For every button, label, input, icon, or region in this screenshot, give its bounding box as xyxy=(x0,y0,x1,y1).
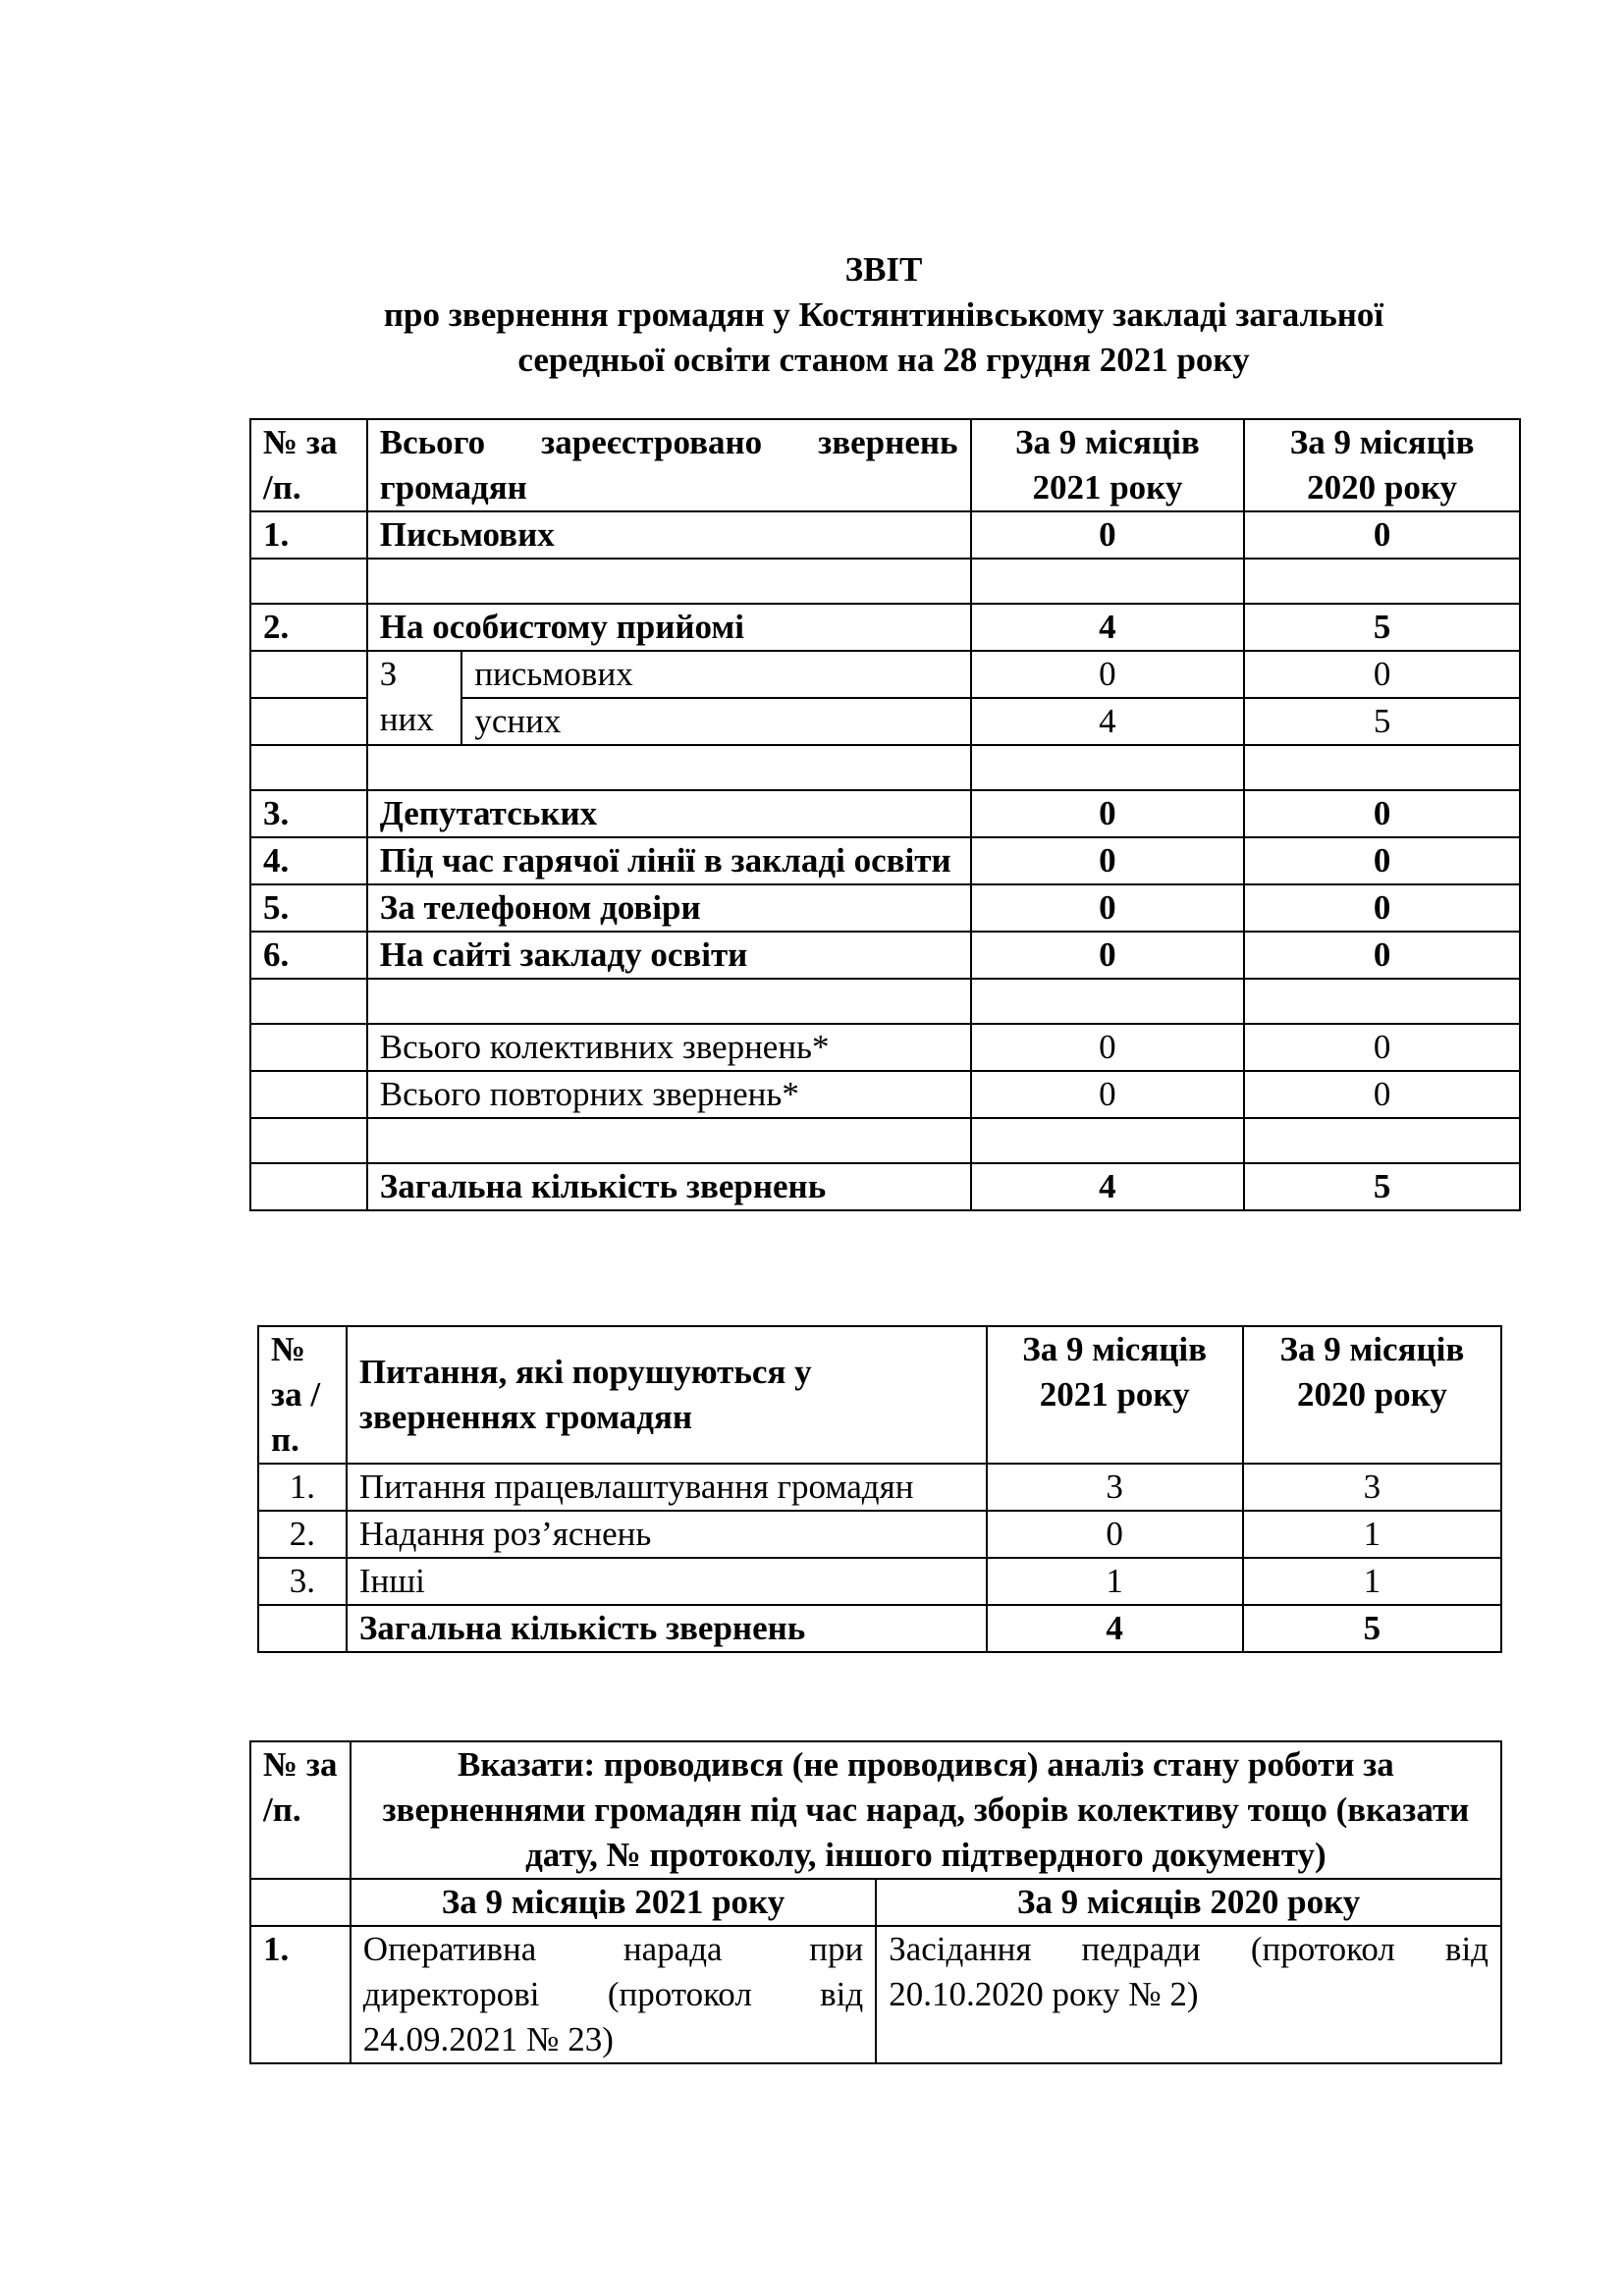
total-value-2021: 4 xyxy=(987,1605,1243,1652)
total-value-2020: 5 xyxy=(1243,1605,1501,1652)
row-label: Депутатських xyxy=(367,790,971,837)
row-value-2020: 1 xyxy=(1243,1511,1501,1558)
header-num: № за /п. xyxy=(250,1741,351,1879)
row-num: 6. xyxy=(250,932,367,979)
row-label: Надання роз’яснень xyxy=(347,1511,987,1558)
table-row xyxy=(250,790,1520,837)
empty-row xyxy=(250,745,1520,790)
row-label: За телефоном довіри xyxy=(367,884,971,932)
header-2020: За 9 місяців 2020 року xyxy=(1244,419,1520,511)
row-value-2021: 1 xyxy=(987,1558,1243,1605)
row-num: 3. xyxy=(258,1558,347,1605)
table-row xyxy=(250,932,1520,979)
header-2021: За 9 місяців 2021 року xyxy=(971,419,1245,511)
total-label: Загальна кількість звернень xyxy=(367,1163,971,1210)
row-label: Всього колективних звернень* xyxy=(367,1024,971,1071)
title-line-3: середньої освіти станом на 28 грудня 2021 року xyxy=(517,341,1250,379)
row-num: 3. xyxy=(250,790,367,837)
table-row xyxy=(258,1511,1501,1558)
of-them-label: З них xyxy=(367,651,462,745)
total-value-2021: 4 xyxy=(971,1163,1245,1210)
header-num: № за /п. xyxy=(258,1326,347,1464)
row-value-2020: 0 xyxy=(1244,651,1520,698)
table-row xyxy=(250,604,1520,651)
header-name: Вказати: проводився (не проводився) аналіз стану роботи за зверненнями громадян під час нарад, зборів колективу тощо (вказати дату, № протоколу, іншого підтвердного документу) xyxy=(351,1741,1501,1879)
table-row xyxy=(258,1558,1501,1605)
row-value-2020: 5 xyxy=(1244,604,1520,651)
row-label: Питання працевлаштування громадян xyxy=(347,1464,987,1511)
registered-appeals-table xyxy=(249,418,1521,1211)
header-name: Всього зареєстровано звернень громадян xyxy=(367,419,971,511)
row-value-2021: 0 xyxy=(971,837,1245,884)
row-value-2020: 0 xyxy=(1244,932,1520,979)
row-label: Письмових xyxy=(367,511,971,559)
title-line-2: про звернення громадян у Костянтинівському закладі загальної xyxy=(383,295,1384,334)
analysis-table xyxy=(249,1740,1502,2064)
row-label: усних xyxy=(461,698,970,745)
row-value-2020: 0 xyxy=(1244,511,1520,559)
header-name: Питання, які порушуються у зверненнях громадян xyxy=(347,1326,987,1464)
row-value-2020: 1 xyxy=(1243,1558,1501,1605)
row-value-2021: 4 xyxy=(971,698,1245,745)
row-value-2020: 0 xyxy=(1244,790,1520,837)
header-2020: За 9 місяців 2020 року xyxy=(876,1879,1501,1926)
row-label: письмових xyxy=(461,651,970,698)
table-header-row xyxy=(258,1326,1501,1464)
row-label: Інші xyxy=(347,1558,987,1605)
row-value-2021: 0 xyxy=(971,651,1245,698)
empty-row xyxy=(250,1118,1520,1163)
table-row xyxy=(250,1024,1520,1071)
row-value-2021: 0 xyxy=(971,1071,1245,1118)
table-row xyxy=(250,1071,1520,1118)
header-num: № за /п. xyxy=(250,419,367,511)
row-value-2020: 0 xyxy=(1244,884,1520,932)
row-value-2021: 0 xyxy=(971,790,1245,837)
table-row xyxy=(250,511,1520,559)
row-value-2020: Засідання педради (протокол від 20.10.2020 року № 2) xyxy=(876,1926,1501,2063)
row-num: 2. xyxy=(250,604,367,651)
table-subheader-row xyxy=(250,1879,1501,1926)
row-value-2021: 3 xyxy=(987,1464,1243,1511)
table-row xyxy=(250,651,1520,698)
row-label: На сайті закладу освіти xyxy=(367,932,971,979)
row-value-2021: 0 xyxy=(971,511,1245,559)
row-num: 2. xyxy=(258,1511,347,1558)
total-value-2020: 5 xyxy=(1244,1163,1520,1210)
table-header-row xyxy=(250,419,1520,511)
empty-row xyxy=(250,979,1520,1024)
row-label: На особистому прийомі xyxy=(367,604,971,651)
row-num: 1. xyxy=(250,1926,351,2063)
header-2021: За 9 місяців 2021 року xyxy=(987,1326,1243,1464)
table-header-row xyxy=(250,1741,1501,1879)
report-title xyxy=(245,247,1522,383)
total-row xyxy=(250,1163,1520,1210)
row-value-2020: 5 xyxy=(1244,698,1520,745)
row-num: 4. xyxy=(250,837,367,884)
row-num: 1. xyxy=(258,1464,347,1511)
title-line-1: ЗВІТ xyxy=(844,250,923,289)
appeal-topics-table xyxy=(257,1325,1502,1653)
table-row xyxy=(250,1926,1501,2063)
row-value-2021: 0 xyxy=(971,1024,1245,1071)
row-value-2020: 0 xyxy=(1244,837,1520,884)
total-label: Загальна кількість звернень xyxy=(347,1605,987,1652)
table-row xyxy=(258,1464,1501,1511)
row-value-2020: 3 xyxy=(1243,1464,1501,1511)
table-row xyxy=(250,884,1520,932)
row-value-2020: 0 xyxy=(1244,1071,1520,1118)
row-label: Під час гарячої лінії в закладі освіти xyxy=(367,837,971,884)
header-2021: За 9 місяців 2021 року xyxy=(351,1879,876,1926)
total-row xyxy=(258,1605,1501,1652)
empty-row xyxy=(250,559,1520,604)
header-2020: За 9 місяців 2020 року xyxy=(1243,1326,1501,1464)
row-num: 1. xyxy=(250,511,367,559)
row-value-2021: 0 xyxy=(971,932,1245,979)
row-value-2021: 0 xyxy=(987,1511,1243,1558)
row-value-2021: 4 xyxy=(971,604,1245,651)
row-num: 5. xyxy=(250,884,367,932)
table-row xyxy=(250,837,1520,884)
row-value-2021: Оперативна нарада при директорові (протокол від 24.09.2021 № 23) xyxy=(351,1926,876,2063)
row-label: Всього повторних звернень* xyxy=(367,1071,971,1118)
row-value-2021: 0 xyxy=(971,884,1245,932)
row-value-2020: 0 xyxy=(1244,1024,1520,1071)
